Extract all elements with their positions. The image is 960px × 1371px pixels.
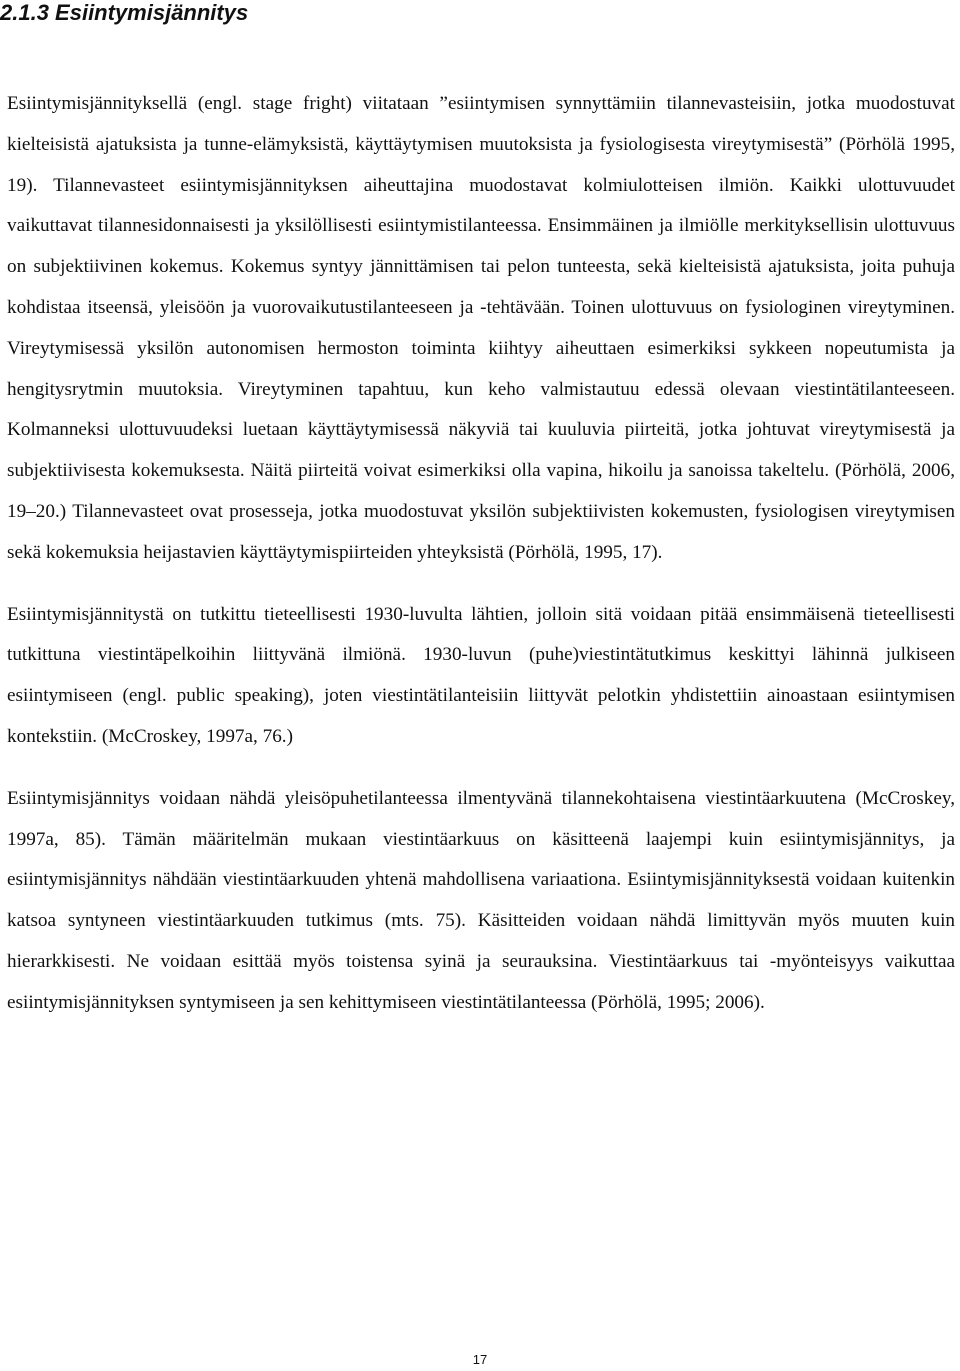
page-number: 17 xyxy=(472,1352,488,1367)
section-heading: 2.1.3 Esiintymisjännitys xyxy=(0,0,249,25)
body-text xyxy=(7,84,955,1024)
paragraph-communication-apprehension: Esiintymisjännitys voidaan nähdä yleisöpuhetilanteessa ilmentyvänä tilannekohtaisena viestintäarkuutena (McCroskey, 1997a, 85). Tämän määritelmän mukaan viestintäarkuus on käsitteenä laajempi kuin esiintymisjännitys, ja esiintymisjännitys nähdään viestintäarkuuden yhtenä mahdollisena variaationa. Esiintymisjännityksestä voidaan kuitenkin katsoa syntyneen viestintäarkuuden tutkimus (mts. 75). Käsitteiden voidaan nähdä limittyvän myös muuten kuin hierarkkisesti. Ne voidaan esittää myös toistensa syinä ja seurauksina. Viestintäarkuus tai -myönteisyys vaikuttaa esiintymisjännityksen syntymiseen ja sen kehittymiseen viestintätilanteessa (Pörhölä, 1995; 2006). xyxy=(7,787,955,1013)
paragraph-definition: Esiintymisjännityksellä (engl. stage fright) viitataan ”esiintymisen synnyttämiin tilannevasteisiin, jotka muodostuvat kielteisistä ajatuksista ja tunne-elämyksistä, käyttäytymisen muutoksista ja fysiologisesta vireytymisestä” (Pörhölä 1995, 19). Tilannevasteet esiintymisjännityksen aiheuttajina muodostavat kolmiulotteisen ilmiön. Kaikki ulottuvuudet vaikuttavat tilannesidonnaisesti ja yksilöllisesti esiintymistilanteessa. Ensimmäinen ja ilmiölle merkityksellisin ulottuvuus on subjektiivinen kokemus. Kokemus syntyy jännittämisen tai pelon tunteesta, sekä kielteisistä ajatuksista, joita puhuja kohdistaa itseensä, yleisöön ja vuorovaikutustilanteeseen ja -tehtävään. Toinen ulottuvuus on fysiologinen vireytyminen. Vireytymisessä yksilön autonomisen hermoston toiminta kiihtyy aiheuttaen esimerkiksi sykkeen nopeutumista ja hengitysrytmin muutoksia. Vireytyminen tapahtuu, kun keho valmistautuu edessä olevaan viestintätilanteeseen. Kolmanneksi ulottuvuudeksi luetaan käyttäytymisessä näkyviä tai kuuluvia piirteitä, jotka johtuvat vireytymisestä ja subjektiivisesta kokemuksesta. Näitä piirteitä voivat esimerkiksi olla vapina, hikoilu ja sanoissa takeltelu. (Pörhölä, 2006, 19–20.) Tilannevasteet ovat prosesseja, jotka muodostuvat yksilön subjektiivisten kokemusten, fysiologisen vireytymisen sekä kokemuksia heijastavien käyttäytymispiirteiden yhteyksistä (Pörhölä, 1995, 17). xyxy=(7,93,955,563)
paragraph-history: Esiintymisjännitystä on tutkittu tieteellisesti 1930-luvulta lähtien, jolloin sitä voidaan pitää ensimmäisenä tieteellisesti tutkittuna viestintäpelkoihin liittyvänä ilmiönä. 1930-luvun (puhe)viestintätutkimus keskittyi lähinnä julkiseen esiintymiseen (engl. public speaking), joten viestintätilanteisiin liittyvät pelotkin yhdistettiin ainoastaan esiintymisen kontekstiin. (McCroskey, 1997a, 76.) xyxy=(7,603,955,747)
